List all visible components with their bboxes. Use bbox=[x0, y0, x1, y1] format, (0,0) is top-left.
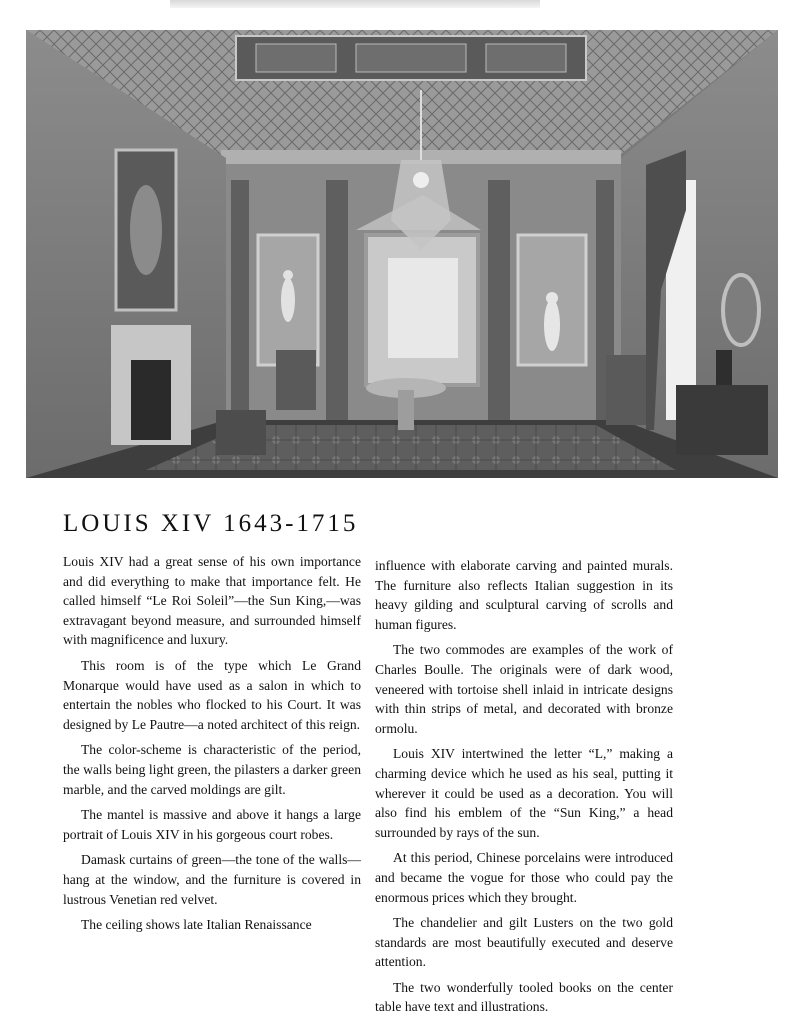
paragraph: influence with elaborate carving and painted murals. The furniture also reflects Italian suggestion in its heavy gilding and sculptural carving of scrolls and human figures. bbox=[375, 558, 673, 632]
paragraph: Louis XIV intertwined the letter “L,” making a charming device which he used as his seal, putting it wherever it could be used as a decoration. You will also find his emblem of the “Sun King,” a head surrounded by rays of the sun. bbox=[375, 746, 673, 840]
salon-photograph bbox=[26, 30, 778, 478]
paragraph: The two wonderfully tooled books on the center table have text and illustrations. bbox=[375, 979, 673, 1015]
paragraph: Damask curtains of green—the tone of the walls—hang at the window, and the furniture is covered in lustrous Venetian red velvet. bbox=[63, 852, 361, 907]
page-top-edge bbox=[170, 0, 540, 8]
paragraph: The ceiling shows late Italian Renaissance bbox=[81, 917, 312, 933]
text-column-left bbox=[63, 552, 361, 941]
text-column-right bbox=[375, 556, 673, 1023]
paragraph: The two commodes are examples of the work of Charles Boulle. The originals were of dark wood, veneered with tortoise shell inlaid in intricate designs with thin strips of metal, and decorated with bronze ormolu. bbox=[375, 642, 673, 736]
page-title: LOUIS XIV 1643-1715 bbox=[63, 510, 359, 537]
paragraph: The color-scheme is characteristic of the period, the walls being light green, the pilasters a darker green marble, and the carved moldings are gilt. bbox=[63, 742, 361, 797]
paragraph: This room is of the type which Le Grand Monarque would have used as a salon in which to entertain the nobles who flocked to his Court. It was designed by Le Pautre—a noted architect of this reign. bbox=[63, 657, 361, 732]
paragraph: The mantel is massive and above it hangs a large portrait of Louis XIV in his gorgeous court robes. bbox=[63, 807, 361, 842]
paragraph: The chandelier and gilt Lusters on the two gold standards are most beautifully executed and deserve attention. bbox=[375, 915, 673, 970]
paragraph: At this period, Chinese porcelains were introduced and became the vogue for those who could pay the enormous prices which they brought. bbox=[375, 850, 673, 905]
paragraph: Louis XIV had a great sense of his own importance and did everything to make that importance felt. He called himself “Le Roi Soleil”—the Sun King,—was extravagant beyond measure, and surrounded himself with magnificence and luxury. bbox=[63, 554, 361, 648]
